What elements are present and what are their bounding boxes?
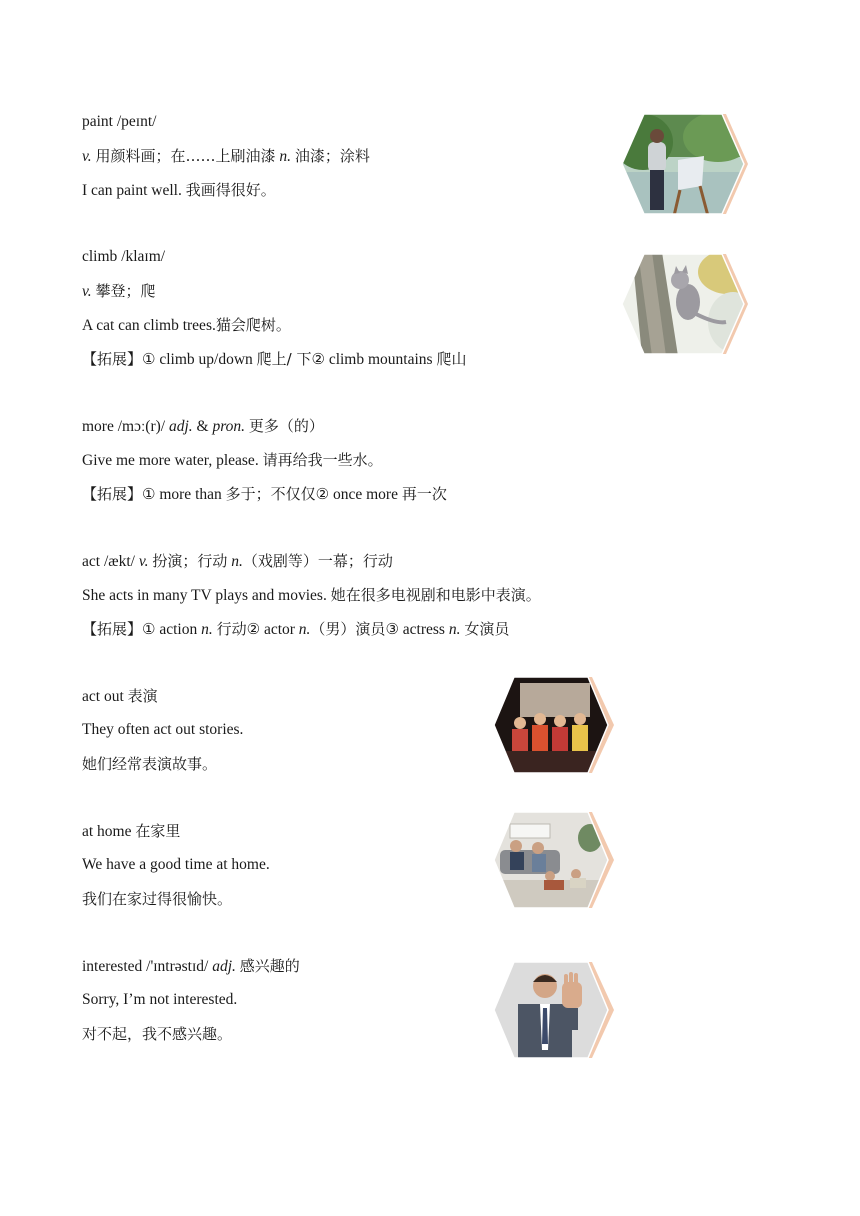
ext-num: ③ (385, 620, 399, 638)
example-en: A cat can climb trees. (82, 317, 216, 334)
headword-line (82, 956, 300, 977)
children-on-stage-photo (490, 675, 614, 775)
headword-line (82, 112, 156, 132)
example-en: Sorry, I’m not interested. (82, 991, 238, 1008)
pos-label: n. (231, 553, 243, 570)
example-line (82, 855, 270, 875)
example-cn: 猫会爬树。 (215, 316, 291, 334)
definition: 表演 (127, 687, 158, 705)
example-cn-line (82, 1024, 232, 1045)
ext-num: ② (246, 620, 261, 638)
extension-line (82, 619, 509, 640)
definition-line (82, 146, 370, 167)
definition: 更多（的） (248, 417, 324, 435)
headword: act out (82, 688, 124, 705)
pos-label: n. (448, 621, 461, 638)
phonetic: /peɪnt/ (116, 113, 157, 130)
definition: （戏剧等）一幕；行动 (242, 552, 393, 570)
example-cn-line (82, 889, 232, 910)
example-cn: 我们在家过得很愉快。 (82, 890, 233, 908)
painter-at-easel-photo (618, 112, 748, 216)
extension-label: 【拓展】 (82, 485, 143, 503)
pos-label: adj. (212, 958, 236, 975)
phonetic: /klaɪm/ (121, 248, 166, 265)
pos-joiner: & (196, 418, 209, 435)
headword: more (82, 418, 114, 435)
example-cn: 对不起，我不感兴趣。 (82, 1025, 233, 1043)
example-en: We have a good time at home. (82, 856, 270, 873)
definition: 扮演；行动 (152, 552, 228, 570)
ext-num: ① (142, 485, 156, 503)
ext-meaning: 多于；不仅仅 (225, 485, 316, 503)
cat-climbing-tree-photo (618, 252, 748, 356)
ext-meaning: 爬上/ 下 (256, 350, 312, 368)
extension-line (82, 349, 466, 370)
pos-label: n. (298, 621, 311, 638)
headword: act (82, 553, 101, 570)
pos-label: n. (279, 148, 291, 165)
headword-line (82, 686, 158, 707)
ext-word: actress (402, 621, 445, 638)
headword: climb (82, 248, 118, 265)
extension-label: 【拓展】 (82, 620, 143, 638)
example-cn: 她在很多电视剧和电影中表演。 (330, 586, 541, 604)
example-cn: 她们经常表演故事。 (82, 755, 218, 773)
ext-meaning: （男）演员 (310, 620, 386, 638)
example-line (82, 585, 541, 606)
definition: 在家里 (135, 822, 181, 840)
example-line (82, 990, 237, 1010)
definition-line (82, 281, 156, 302)
headword-line (82, 416, 324, 437)
example-en: She acts in many TV plays and movies. (82, 587, 327, 604)
example-en: They often act out stories. (82, 721, 244, 738)
example-line (82, 315, 291, 336)
ext-num: ② (315, 485, 330, 503)
ext-num: ② (311, 350, 325, 368)
headword: at home (82, 823, 132, 840)
headword-line (82, 551, 393, 572)
phonetic: /ækt/ (103, 553, 135, 570)
example-en: I can paint well. (82, 182, 182, 199)
example-line (82, 450, 383, 471)
ext-word: action (159, 621, 198, 638)
extension-line (82, 484, 447, 505)
definition: 油漆；涂料 (294, 147, 370, 165)
man-gesturing-stop-photo (490, 960, 614, 1060)
example-cn: 我画得很好。 (185, 181, 276, 199)
headword: interested (82, 958, 143, 975)
definition: 感兴趣的 (239, 957, 300, 975)
pos-label: v. (82, 283, 92, 300)
example-cn: 请再给我一些水。 (262, 451, 383, 469)
phonetic: /'ɪntrəstɪd/ (146, 958, 209, 975)
pos-label: v. (82, 148, 92, 165)
ext-meaning: 女演员 (464, 620, 510, 638)
pos-label: v. (138, 553, 149, 570)
family-at-home-photo (490, 810, 614, 910)
ext-phrase: climb mountains (328, 351, 433, 368)
phonetic: /mɔː(r)/ (117, 418, 166, 435)
ext-num: ① (142, 350, 156, 368)
ext-meaning: 行动 (216, 620, 247, 638)
example-line (82, 720, 243, 740)
ext-phrase: more than (159, 486, 222, 503)
headword-line (82, 821, 180, 842)
pos-label: pron. (212, 418, 246, 435)
ext-meaning: 再一次 (401, 485, 447, 503)
definition: 用颜料画；在……上刷油漆 (95, 147, 276, 165)
ext-meaning: 爬山 (436, 350, 467, 368)
pos-label: n. (201, 621, 213, 638)
headword: paint (82, 113, 113, 130)
ext-phrase: once more (332, 486, 398, 503)
ext-phrase: climb up/down (159, 351, 253, 368)
headword-line (82, 247, 165, 267)
example-cn-line (82, 754, 217, 775)
ext-word: actor (263, 621, 295, 638)
example-line (82, 180, 276, 201)
ext-num: ① (142, 620, 156, 638)
example-en: Give me more water, please. (82, 452, 259, 469)
extension-label: 【拓展】 (82, 350, 143, 368)
definition: 攀登；爬 (95, 282, 156, 300)
pos-label: adj. (168, 418, 193, 435)
